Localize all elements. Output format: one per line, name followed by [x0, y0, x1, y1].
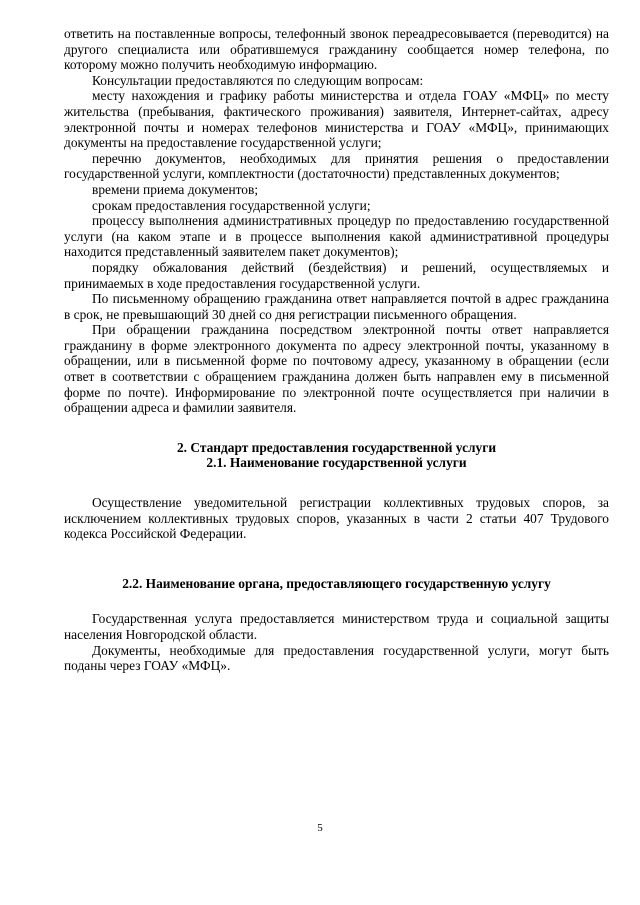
paragraph-service-terms: срокам предоставления государственной услуги;	[92, 197, 371, 213]
paragraph-document-list: перечню документов, необходимых для принятия решения о предоставлении государственной услуги, комплектности (достаточности) представленных документов;	[64, 150, 609, 182]
paragraph-appeal-procedure: порядку обжалования действий (бездействия) и решений, осуществляемых и принимаемых в ходе предоставления государственной услуги.	[64, 259, 609, 291]
section-2-1-heading: 2.1. Наименование государственной услуги	[206, 455, 467, 471]
spacer	[64, 542, 609, 576]
spacer	[64, 591, 609, 611]
section-2-1-text: Осуществление уведомительной регистрации коллективных трудовых споров, за исключением коллективных трудовых споров, указанных в части 2 статьи 407 Трудового кодекса Российской Федерации.	[64, 495, 609, 542]
section-2-2-paragraph-documents: Документы, необходимые для предоставления государственной услуги, могут быть поданы через ГОАУ «МФЦ».	[64, 642, 609, 674]
paragraph-email-request: При обращении гражданина посредством электронной почты ответ направляется гражданину в форме электронного документа по адресу электронной почты, указанному в обращении, или в письменной форме по почтовому адресу, указанному в обращении (если ответ в соответствии с обращением гражданина должен быть направлен ему в письменной форме по почте). Информирование по электронной почте осуществляется при наличии в обращении адреса и фамилии заявителя.	[64, 322, 609, 416]
paragraph-procedure-process: процессу выполнения административных процедур по предоставлению государственной услуги (на каком этапе и в процессе выполнения какой административной процедуры находится представленный заявителем пакет документов);	[64, 213, 609, 260]
section-2-heading: 2. Стандарт предоставления государственной услуги	[176, 439, 497, 455]
page-content	[64, 26, 609, 674]
paragraph-location-schedule: месту нахождения и графику работы министерства и отдела ГОАУ «МФЦ» по месту жительства (пребывания, фактического проживания) заявителя, Интернет-сайтах, адресу электронной почты и номерах телефонов министерства и ГОАУ «МФЦ», принимающих документы на предоставление государственной услуги;	[64, 88, 609, 151]
spacer	[64, 416, 609, 440]
section-2-2-heading: 2.2. Наименование органа, предоставляющего государственную услугу	[122, 575, 551, 591]
spacer	[64, 471, 609, 495]
paragraph-written-request: По письменному обращению гражданина ответ направляется почтой в адрес гражданина в срок, не превышающий 30 дней со дня регистрации письменного обращения.	[64, 291, 609, 322]
paragraph-continuation: ответить на поставленные вопросы, телефонный звонок переадресовывается (переводится) на другого специалиста или обратившемуся гражданину сообщается номер телефона, по которому можно получить необходимую информацию.	[64, 26, 609, 73]
paragraph-consultations-intro: Консультации предоставляются по следующим вопросам:	[92, 72, 424, 88]
section-2-2-paragraph-authority: Государственная услуга предоставляется министерством труда и социальной защиты населения Новгородской области.	[64, 611, 609, 642]
paragraph-reception-time: времени приема документов;	[92, 181, 259, 197]
page-number: 5	[317, 822, 323, 834]
